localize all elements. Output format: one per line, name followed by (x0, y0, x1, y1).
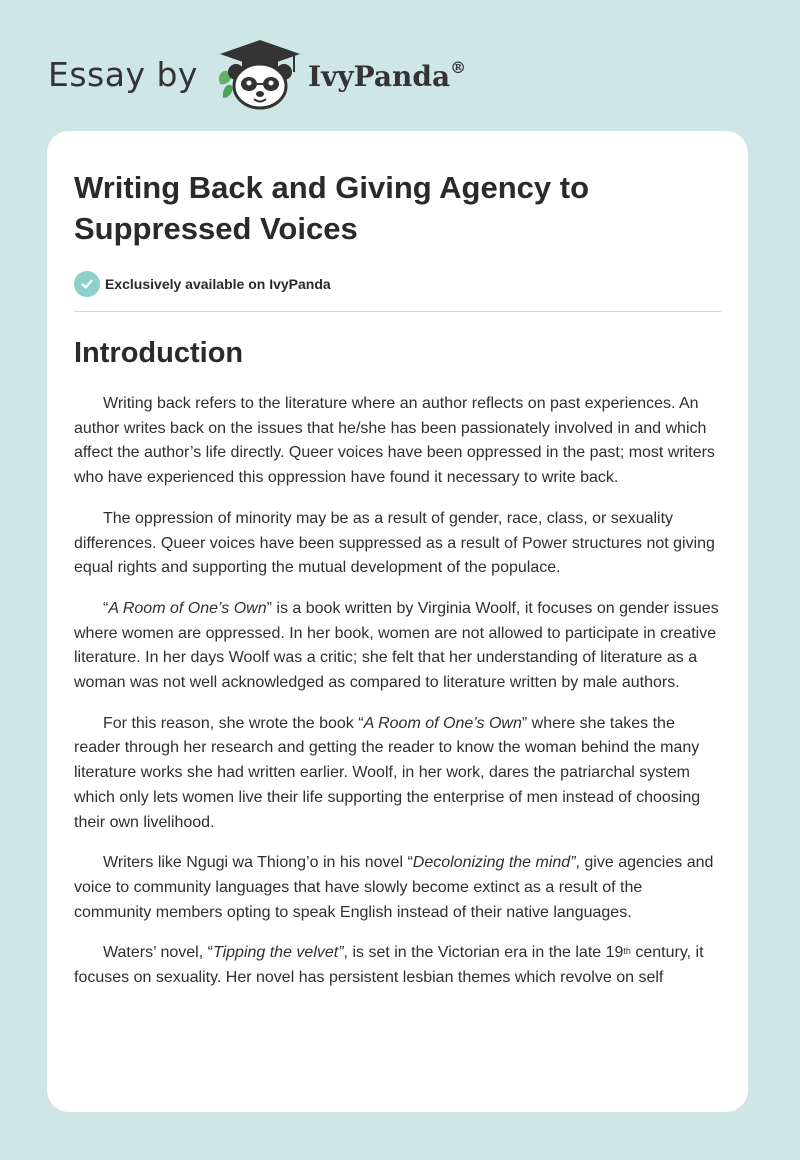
brand-name-text: IvyPanda (307, 59, 451, 93)
checkmark-icon (74, 271, 100, 297)
paragraph-text: , give agencies and voice to community languages that have slowly become extinct as a result of the community members opting to speak English instead of their native languages. (74, 854, 714, 921)
superscript: th (623, 946, 631, 957)
badge-text: Exclusively available on IvyPanda (105, 276, 331, 292)
paragraph-text: The oppression of minority may be as a result of gender, race, class, or sexuality differences. Queer voices have been suppressed as a result of Power structures not giving equal rights and supporting the mutual development of the populace. (74, 509, 715, 577)
brand-prefix: Essay by (48, 54, 198, 94)
book-title: Tipping the velvet” (212, 944, 344, 962)
section-heading: Introduction (74, 337, 244, 369)
article-body (74, 392, 721, 991)
paragraph (74, 392, 721, 491)
divider (74, 311, 721, 312)
paragraph-text: ” is a book written by Virginia Woolf, it focuses on gender issues where women are oppressed. In her book, women are not allowed to participate in creative literature. In her days Woolf was a critic; she felt that her understanding of literature as a woman was not well acknowledged as compared to literature written by male authors. (74, 599, 719, 692)
brand-header (48, 38, 466, 110)
essay-card (47, 131, 748, 1112)
book-title: Decolonizing the mind” (412, 854, 576, 872)
paragraph (74, 507, 721, 581)
paragraph-text: Writing back refers to the literature where an author reflects on past experiences. An author writes back on the issues that he/she has been passionately involved in and which affect the author’s life directly. Queer voices have been oppressed in the past; most writers who have experienced this oppression have found it necessary to write back. (74, 395, 715, 487)
brand-name (307, 57, 467, 93)
paragraph-text: For this reason, she wrote the book “ (103, 714, 364, 732)
paragraph-text: Waters’ novel, “ (103, 944, 213, 962)
paragraph (74, 941, 721, 990)
registered-mark: ® (450, 57, 467, 77)
exclusive-badge (74, 270, 721, 298)
paragraph-text: “ (103, 599, 109, 617)
book-title: A Room of One’s Own (363, 714, 522, 732)
paragraph-text: Writers like Ngugi wa Thiong’o in his novel “ (103, 854, 413, 872)
paragraph (74, 712, 721, 836)
book-title: A Room of One’s Own (108, 599, 267, 617)
paragraph-text: , is set in the Victorian era in the late 19 (343, 944, 624, 962)
paragraph (74, 851, 721, 925)
paragraph (74, 597, 721, 696)
panda-graduate-icon (214, 38, 306, 110)
paragraph-text: century, it focuses on sexuality. Her novel has persistent lesbian themes which revolve on self (74, 944, 704, 987)
paragraph-text: ” where she takes the reader through her research and getting the reader to know the woman behind the many literature works she had written earlier. Woolf, in her work, dares the patriarchal system which only lets women live their life supporting the enterprise of men instead of choosing their own livelihood. (74, 714, 701, 831)
page-title: Writing Back and Giving Agency to Suppressed Voices (74, 170, 590, 246)
